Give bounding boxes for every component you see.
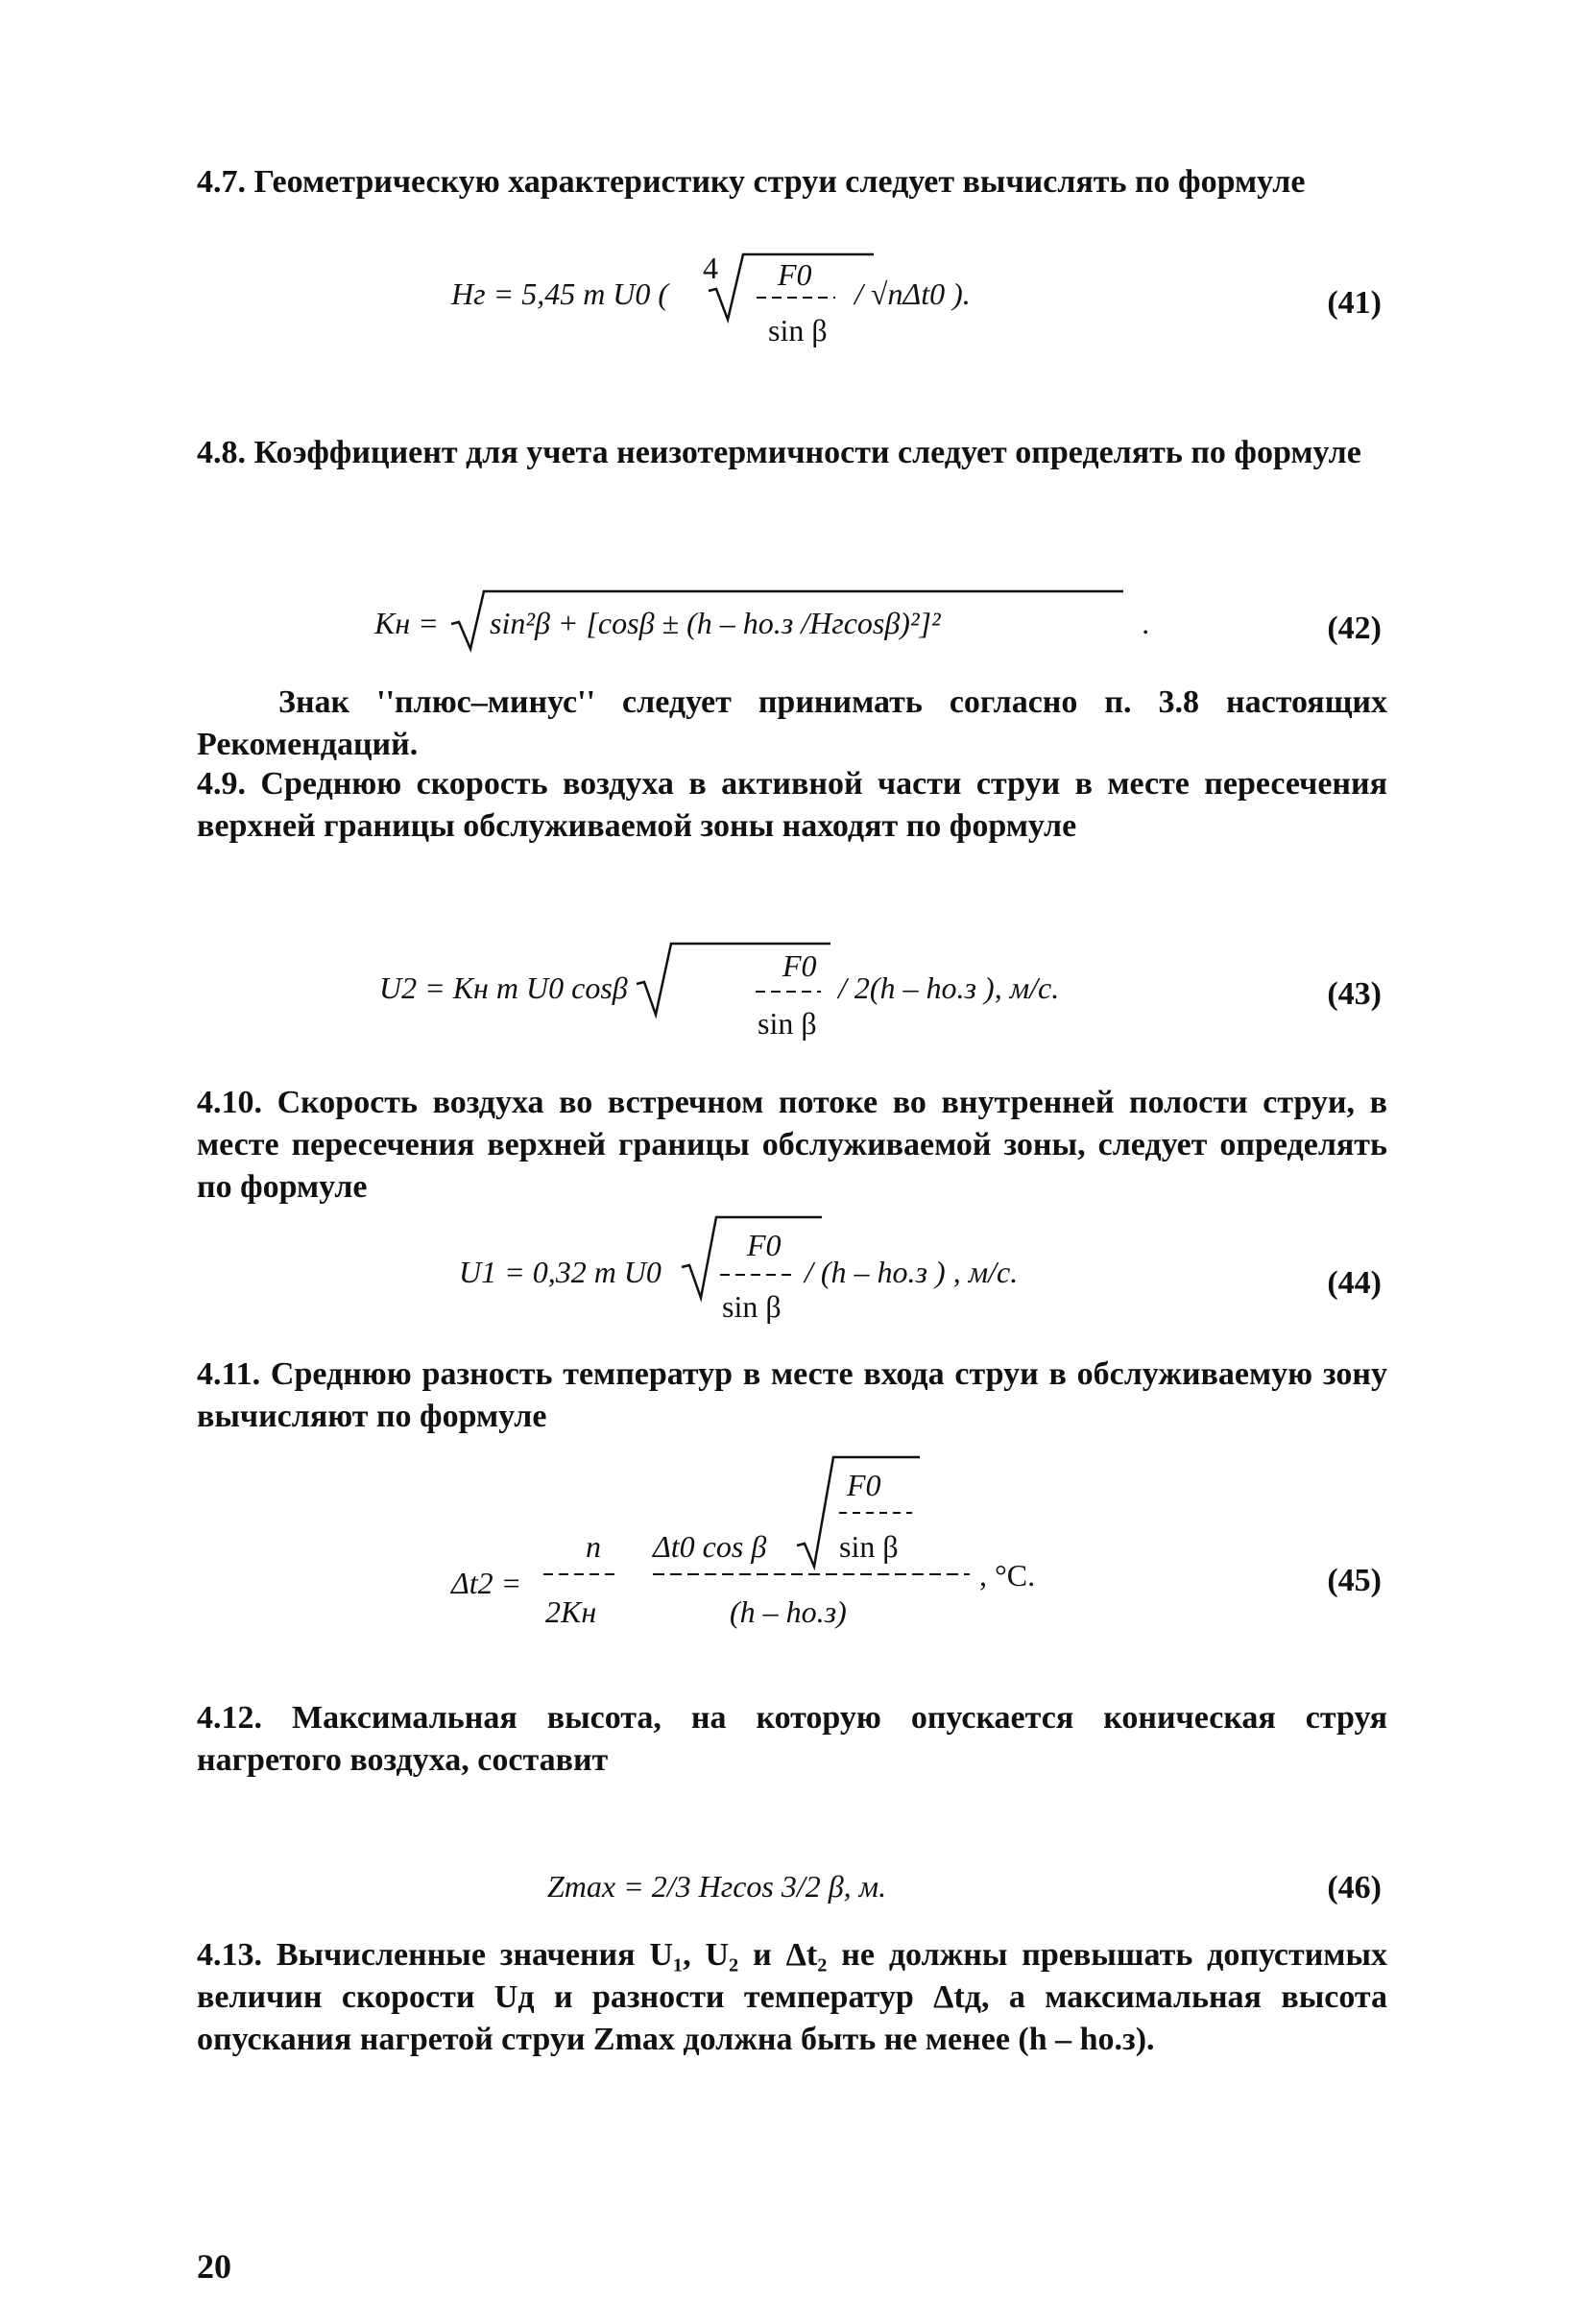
- paragraph-4-10: 4.10. Скорость воздуха во встречном потоке во внутренней полости струи, в месте пересечения верхней границы обслуживаемой зоны, следует определять по формуле: [197, 1085, 1387, 1205]
- paragraph-4-11: 4.11. Среднюю разность температур в месте входа струи в обслуживаемую зону вычисляют по формуле: [197, 1356, 1387, 1434]
- equation-44-number: (44): [1327, 1265, 1382, 1301]
- eq44-denominator: sin β: [722, 1289, 782, 1324]
- eq41-radical-index: 4: [703, 251, 718, 285]
- equation-41: [451, 245, 1239, 347]
- eq43-lhs: U2 = Kн m U0 cosβ: [379, 970, 628, 1005]
- equation-42-number: (42): [1327, 611, 1382, 646]
- equation-41-number: (41): [1327, 285, 1382, 321]
- eq45-lhs: Δt2 =: [451, 1566, 522, 1600]
- eq44-numerator: F0: [747, 1228, 782, 1262]
- paragraph-4-12: 4.12. Максимальная высота, на которую опускается коническая струя нагретого воздуха, составит: [197, 1700, 1387, 1778]
- eq45-coef-numerator: n: [586, 1529, 601, 1564]
- eq44-lhs: U1 = 0,32 m U0: [459, 1255, 662, 1289]
- eq42-tail: .: [1143, 606, 1150, 640]
- equation-42: [374, 586, 1162, 682]
- eq43-denominator: sin β: [758, 1006, 817, 1041]
- eq43-numerator: F0: [782, 948, 817, 983]
- eq45-fraction-numerator: Δt0 cos β: [653, 1529, 767, 1564]
- eq45-fraction-denominator: (h – hо.з): [730, 1594, 847, 1629]
- eq44-rest: / (h – hо.з ) , м/с.: [805, 1255, 1019, 1289]
- eq45-root-numerator: F0: [847, 1468, 881, 1502]
- paragraph-4-7: 4.7. Геометрическую характеристику струи следует вычислять по формуле: [197, 164, 1306, 200]
- eq45-root-denominator: sin β: [839, 1529, 899, 1564]
- equation-43: [379, 936, 1167, 1041]
- eq41-denominator: sin β: [768, 313, 828, 347]
- equation-46: [547, 1843, 1335, 1939]
- equation-45: [451, 1450, 1239, 1661]
- eq41-rest: / √nΔt0 ).: [854, 276, 971, 311]
- eq42-body: sin²β + [cosβ ± (h – hо.з /Hгcosβ)²]²: [490, 606, 941, 640]
- equation-44: [459, 1210, 1246, 1324]
- paragraph-sign-note: [197, 682, 1387, 766]
- equation-46-number: (46): [1327, 1870, 1382, 1905]
- eq42-lhs: Kн =: [374, 606, 439, 640]
- eq45-unit: , °С.: [979, 1558, 1036, 1593]
- eq45-coef-denominator: 2Kн: [545, 1594, 597, 1629]
- eq41-numerator: F0: [778, 257, 812, 292]
- paragraph-4-8: 4.8. Коэффициент для учета неизотермичности следует определять по формуле: [197, 435, 1361, 470]
- paragraph-4-9: 4.9. Среднюю скорость воздуха в активной части струи в месте пересечения верхней границы обслуживаемой зоны находят по формуле: [197, 766, 1387, 844]
- eq41-lhs: Hг = 5,45 m U0 (: [451, 276, 669, 311]
- equation-45-number: (45): [1327, 1563, 1382, 1598]
- page-number: 20: [197, 2247, 231, 2286]
- sign-note-text: Знак ''плюс–минус'' следует принимать согласно п. 3.8 настоящих Рекомендаций.: [197, 684, 1387, 762]
- eq46-text: Zmax = 2/3 Hгcos 3/2 β, м.: [547, 1869, 887, 1904]
- paragraph-4-13: 4.13. Вычисленные значения U₁, U₂ и Δt₂ не должны превышать допустимых величин скорости Uд и разности температур Δtд, а максимальная высота опускания нагретой струи Zmax должна быть не менее (h – hо.з).: [197, 1937, 1387, 2057]
- equation-43-number: (43): [1327, 976, 1382, 1012]
- eq43-rest: / 2(h – hо.з ), м/с.: [838, 970, 1060, 1005]
